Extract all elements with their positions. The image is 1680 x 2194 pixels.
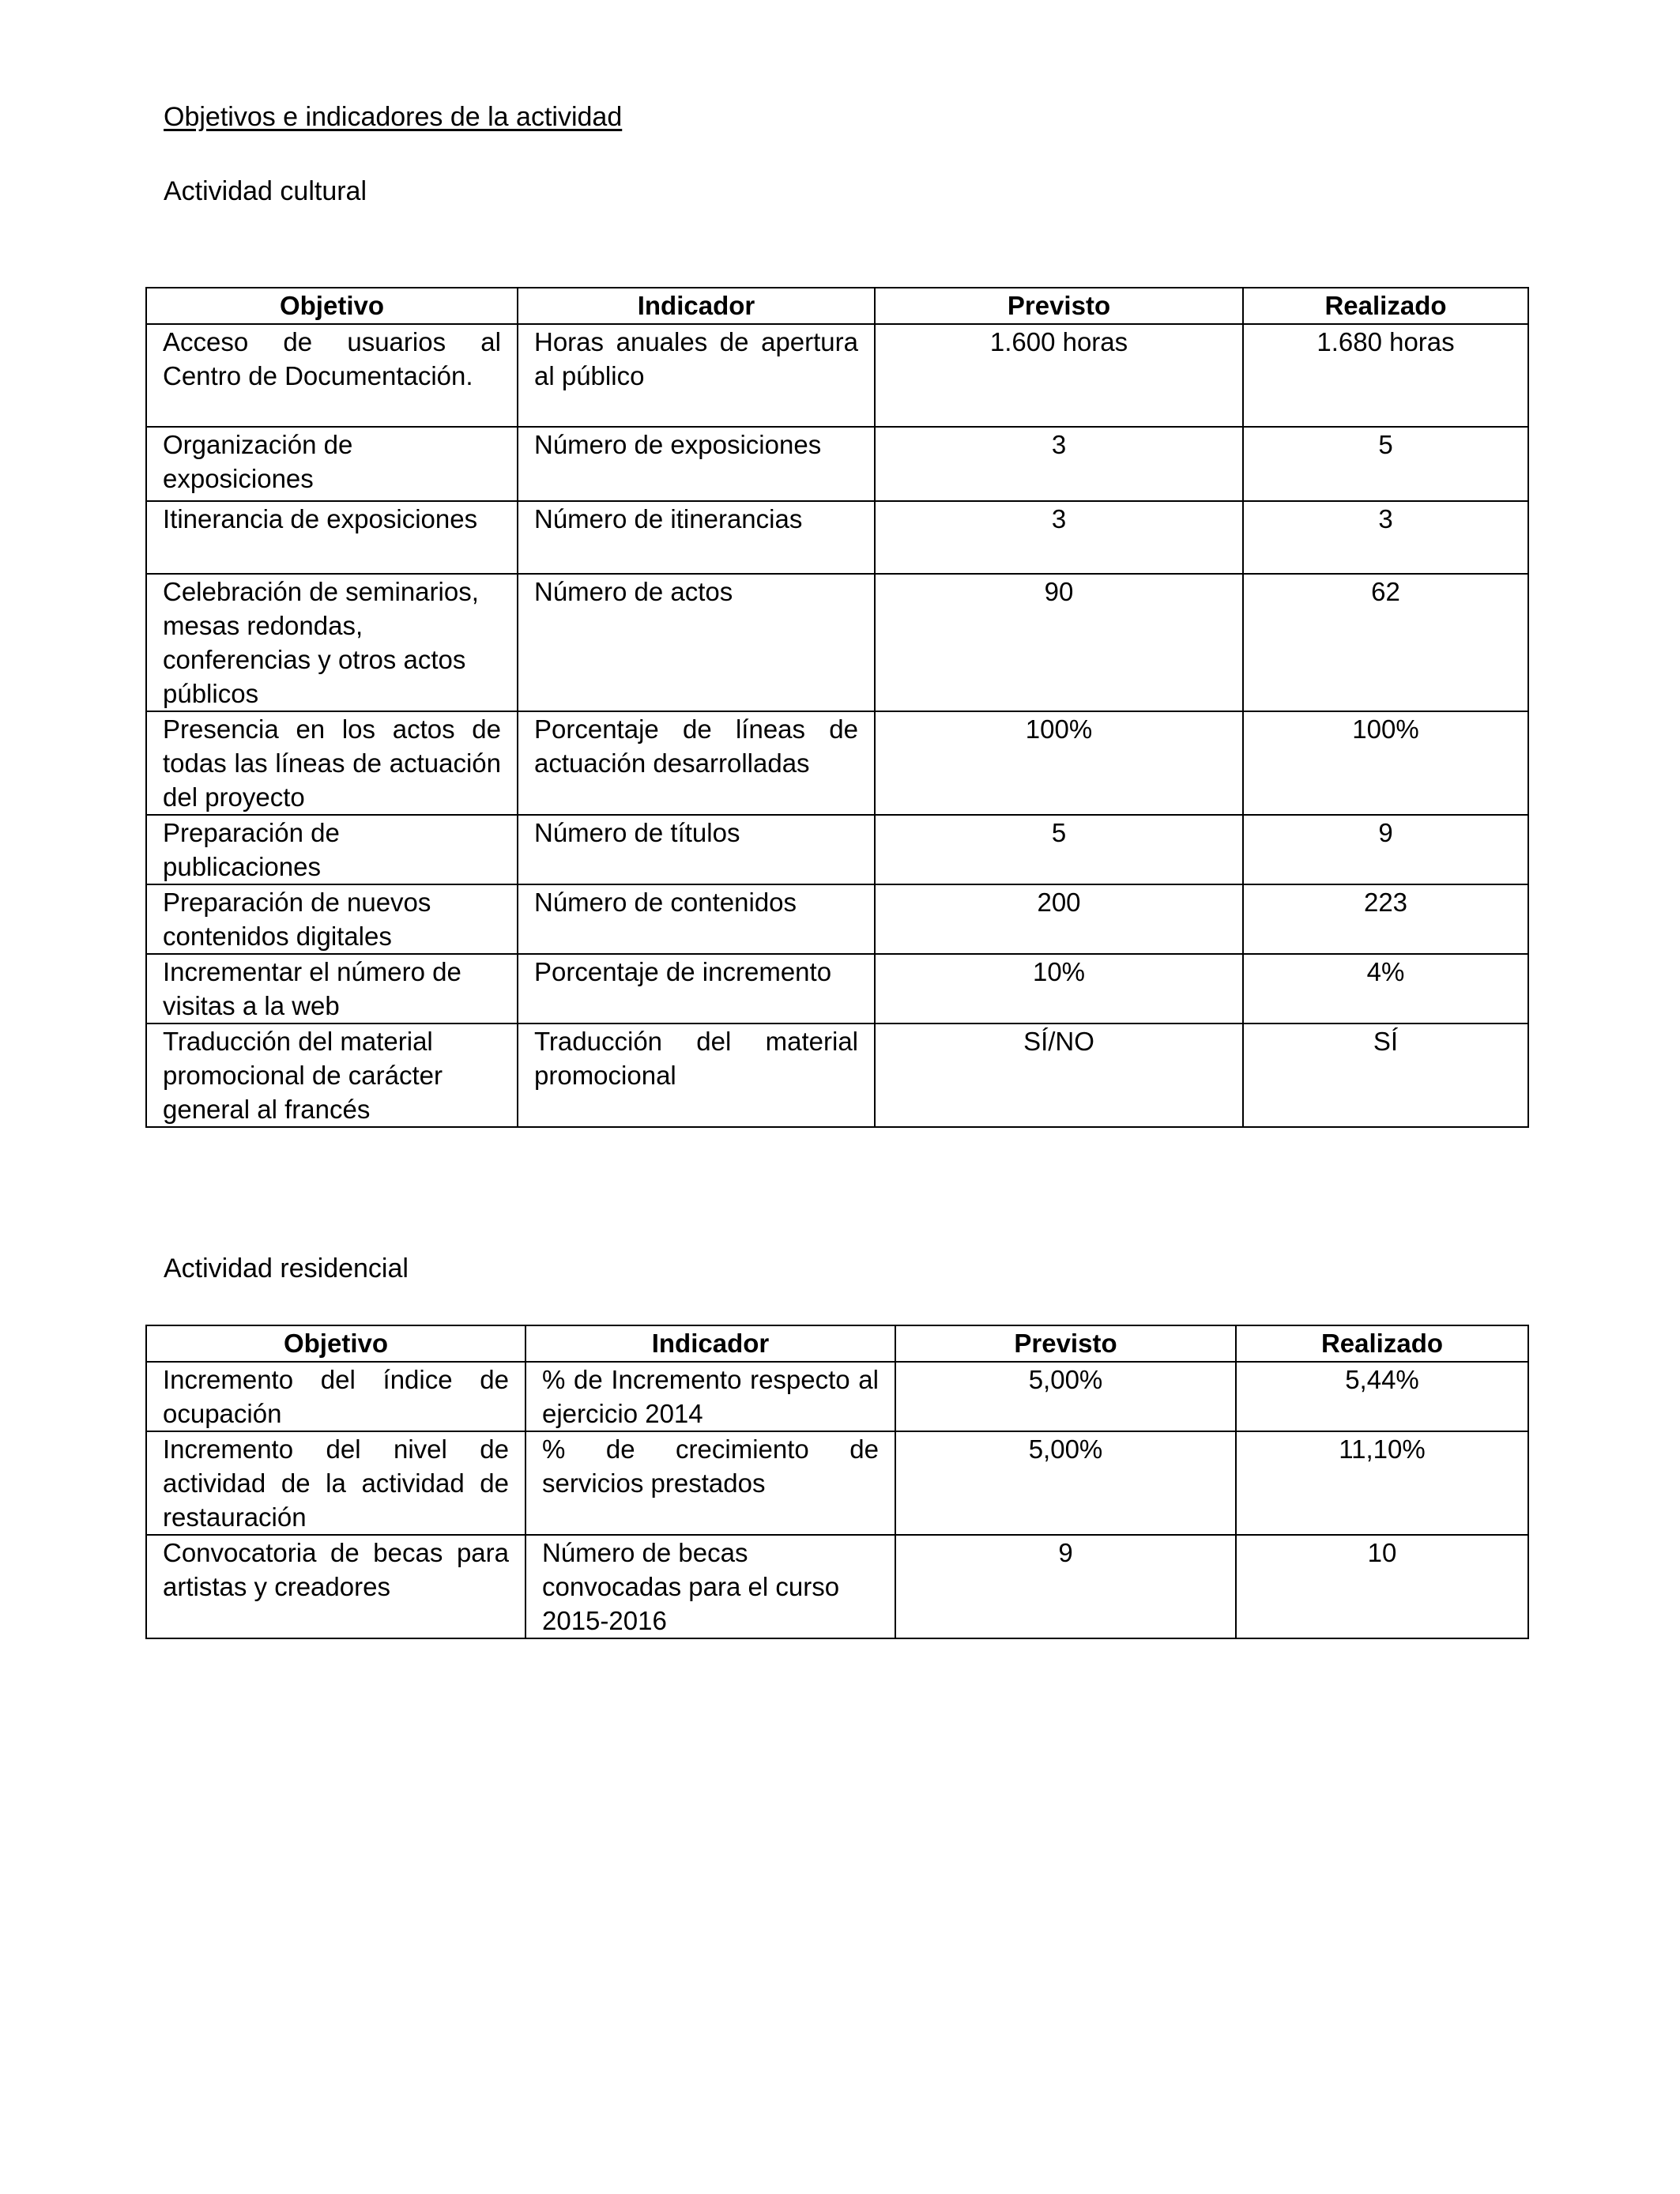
table-row [146,427,1528,501]
header-realizado: Realizado [1243,288,1528,324]
cell-indicador: % de crecimiento de servicios prestados [525,1431,895,1535]
table-row [146,574,1528,711]
cell-realizado: 3 [1243,501,1528,574]
header-indicador: Indicador [525,1325,895,1362]
cell-objetivo: Traducción del material promocional de carácter general al francés [146,1023,518,1127]
cell-indicador: Número de exposiciones [518,427,875,501]
header-indicador: Indicador [518,288,875,324]
cell-realizado: 11,10% [1236,1431,1528,1535]
cell-realizado: 62 [1243,574,1528,711]
table-row [146,1535,1528,1638]
cultural-activity-table [145,287,1529,1128]
cell-previsto: 3 [875,501,1243,574]
cell-realizado: 9 [1243,815,1528,884]
cell-previsto: 5,00% [895,1362,1236,1431]
cell-realizado: 5,44% [1236,1362,1528,1431]
cell-objetivo: Incremento del índice de ocupación [146,1362,525,1431]
header-previsto: Previsto [895,1325,1236,1362]
residential-activity-table [145,1325,1529,1639]
cell-objetivo: Preparación de publicaciones [146,815,518,884]
table-row [146,884,1528,954]
cell-realizado: 223 [1243,884,1528,954]
cell-realizado: SÍ [1243,1023,1528,1127]
header-objetivo: Objetivo [146,1325,525,1362]
cell-indicador: Porcentaje de incremento [518,954,875,1023]
cell-previsto: 90 [875,574,1243,711]
table-row [146,324,1528,427]
cell-previsto: 3 [875,427,1243,501]
cell-objetivo: Presencia en los actos de todas las líneas de actuación del proyecto [146,711,518,815]
cell-indicador: Número de becas convocadas para el curso 2015-2016 [525,1535,895,1638]
cell-objetivo: Convocatoria de becas para artistas y creadores [146,1535,525,1638]
table-header-row [146,288,1528,324]
table-row [146,711,1528,815]
cell-previsto: 5,00% [895,1431,1236,1535]
cell-indicador: Porcentaje de líneas de actuación desarrolladas [518,711,875,815]
cell-realizado: 1.680 horas [1243,324,1528,427]
table-row [146,1431,1528,1535]
cell-indicador: % de Incremento respecto al ejercicio 2014 [525,1362,895,1431]
header-realizado: Realizado [1236,1325,1528,1362]
table-row [146,815,1528,884]
cell-indicador: Número de contenidos [518,884,875,954]
table-row [146,501,1528,574]
cell-realizado: 10 [1236,1535,1528,1638]
cell-previsto: 10% [875,954,1243,1023]
cell-realizado: 4% [1243,954,1528,1023]
cell-indicador: Número de títulos [518,815,875,884]
page-title: Objetivos e indicadores de la actividad [164,102,623,132]
cell-previsto: 100% [875,711,1243,815]
cell-objetivo: Preparación de nuevos contenidos digitales [146,884,518,954]
section-title-residencial: Actividad residencial [164,1253,409,1284]
cell-previsto: 5 [875,815,1243,884]
cell-objetivo: Incrementar el número de visitas a la web [146,954,518,1023]
cell-previsto: 1.600 horas [875,324,1243,427]
cell-indicador: Traducción del material promocional [518,1023,875,1127]
cell-objetivo: Itinerancia de exposiciones [146,501,518,574]
table-row [146,1023,1528,1127]
cell-realizado: 5 [1243,427,1528,501]
table-header-row [146,1325,1528,1362]
cell-objetivo: Incremento del nivel de actividad de la actividad de restauración [146,1431,525,1535]
header-objetivo: Objetivo [146,288,518,324]
cell-realizado: 100% [1243,711,1528,815]
cell-indicador: Número de itinerancias [518,501,875,574]
cell-previsto: SÍ/NO [875,1023,1243,1127]
table-row [146,954,1528,1023]
cell-previsto: 200 [875,884,1243,954]
header-previsto: Previsto [875,288,1243,324]
cell-objetivo: Acceso de usuarios al Centro de Documentación. [146,324,518,427]
section-title-cultural: Actividad cultural [164,176,367,206]
table-row [146,1362,1528,1431]
cell-objetivo: Organización de exposiciones [146,427,518,501]
cell-indicador: Número de actos [518,574,875,711]
cell-indicador: Horas anuales de apertura al público [518,324,875,427]
cell-objetivo: Celebración de seminarios, mesas redondas, conferencias y otros actos públicos [146,574,518,711]
cell-previsto: 9 [895,1535,1236,1638]
